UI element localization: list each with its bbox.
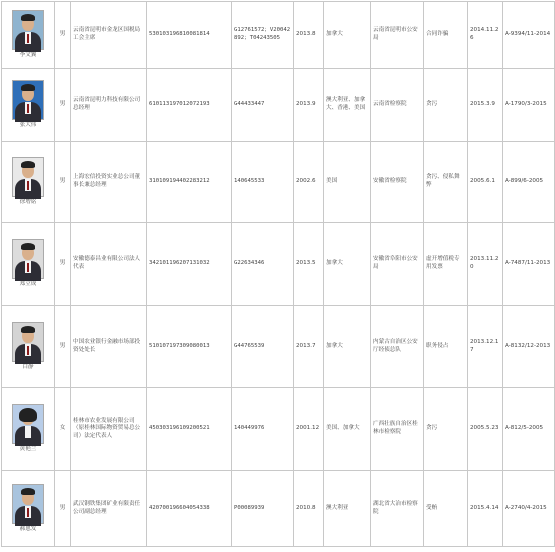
- person-name: 张大伟: [19, 122, 37, 129]
- flee-time-cell: 2001.12: [294, 388, 324, 471]
- crime-cell: 合同诈骗: [424, 2, 468, 69]
- flee-time-cell: 2002.6: [294, 142, 324, 223]
- red-notice-number-cell: A-812/5-2005: [503, 388, 555, 471]
- destination-cell: 加拿大: [324, 2, 371, 69]
- fugitive-table: [1, 1, 555, 547]
- person-name: 李文翼: [19, 52, 37, 59]
- sex-cell: 男: [55, 142, 71, 223]
- crime-cell: 受贿: [424, 471, 468, 547]
- destination-cell: 澳大利亚、加拿大、香港、美国: [324, 69, 371, 142]
- destination-cell: 加拿大: [324, 223, 371, 306]
- notice-date-cell: 2014.11.26: [468, 2, 503, 69]
- sex-cell: 男: [55, 69, 71, 142]
- table-row: [2, 142, 555, 223]
- id-number-cell: 610113197012072193: [147, 69, 232, 142]
- passport-number-cell: G12761572；V20042892；T04243505: [232, 2, 294, 69]
- photo-cell: [2, 223, 55, 306]
- photo-cell: [2, 388, 55, 471]
- portrait-photo: [12, 239, 44, 279]
- sex-cell: 男: [55, 2, 71, 69]
- case-unit-cell: 安徽省检察院: [371, 142, 424, 223]
- sex-cell: 男: [55, 223, 71, 306]
- crime-cell: 职务侵占: [424, 306, 468, 388]
- person-name: 郝恩发: [19, 525, 37, 532]
- case-unit-cell: 湖北省大冶市检察院: [371, 471, 424, 547]
- notice-date-cell: 2005.6.1: [468, 142, 503, 223]
- notice-date-cell: 2005.5.23: [468, 388, 503, 471]
- passport-number-cell: 140449976: [232, 388, 294, 471]
- person-name: 白静: [22, 363, 34, 370]
- red-notice-number-cell: A-1790/3-2015: [503, 69, 555, 142]
- person-name: 黄艳兰: [19, 446, 37, 453]
- photo-cell: [2, 471, 55, 547]
- id-number-cell: 420700196604054338: [147, 471, 232, 547]
- employer-cell: 安徽德泰昌业有限公司法人代表: [71, 223, 147, 306]
- red-notice-number-cell: A-8132/12-2013: [503, 306, 555, 388]
- portrait-photo: [12, 484, 44, 524]
- flee-time-cell: 2013.7: [294, 306, 324, 388]
- employer-cell: 云南省昆明力科技有限公司总经理: [71, 69, 147, 142]
- photo-cell: [2, 2, 55, 69]
- case-unit-cell: 安徽省阜阳市公安局: [371, 223, 424, 306]
- person-name: 郑立成: [19, 281, 37, 288]
- photo-cell: [2, 142, 55, 223]
- flee-time-cell: 2013.5: [294, 223, 324, 306]
- flee-time-cell: 2010.8: [294, 471, 324, 547]
- red-notice-number-cell: A-2740/4-2015: [503, 471, 555, 547]
- portrait-photo: [12, 10, 44, 50]
- person-name: 徐增铭: [19, 199, 37, 206]
- id-number-cell: 450303196109200521: [147, 388, 232, 471]
- portrait-photo: [12, 157, 44, 197]
- portrait-photo: [12, 80, 44, 120]
- flee-time-cell: 2013.9: [294, 69, 324, 142]
- table-row: [2, 69, 555, 142]
- passport-number-cell: 140645533: [232, 142, 294, 223]
- passport-number-cell: G44433447: [232, 69, 294, 142]
- red-notice-number-cell: A-9394/11-2014: [503, 2, 555, 69]
- table-row: [2, 388, 555, 471]
- case-unit-cell: 云南省检察院: [371, 69, 424, 142]
- employer-cell: 云南省昆明市金龙区国税局工会主席: [71, 2, 147, 69]
- destination-cell: 美国、加拿大: [324, 388, 371, 471]
- case-unit-cell: 云南省昆明市公安局: [371, 2, 424, 69]
- notice-date-cell: 2015.4.14: [468, 471, 503, 547]
- sex-cell: 男: [55, 306, 71, 388]
- employer-cell: 武汉钢铁集团矿业有限责任公司副总经理: [71, 471, 147, 547]
- employer-cell: 中国农业银行金融市场部投资处处长: [71, 306, 147, 388]
- table-row: [2, 223, 555, 306]
- red-notice-number-cell: A-899/6-2005: [503, 142, 555, 223]
- crime-cell: 贪污、侵私舞弊: [424, 142, 468, 223]
- portrait-photo: [12, 322, 44, 362]
- sex-cell: 男: [55, 471, 71, 547]
- notice-date-cell: 2013.12.17: [468, 306, 503, 388]
- red-notice-number-cell: A-7487/11-2013: [503, 223, 555, 306]
- case-unit-cell: 广西壮族自治区桂林市检察院: [371, 388, 424, 471]
- table-row: [2, 2, 555, 69]
- crime-cell: 虚开增值税专用发票: [424, 223, 468, 306]
- table-row: [2, 471, 555, 547]
- table-body: [2, 2, 555, 547]
- passport-number-cell: G44765539: [232, 306, 294, 388]
- sex-cell: 女: [55, 388, 71, 471]
- passport-number-cell: G22634346: [232, 223, 294, 306]
- notice-date-cell: 2015.3.9: [468, 69, 503, 142]
- flee-time-cell: 2013.8: [294, 2, 324, 69]
- id-number-cell: 342101196207131032: [147, 223, 232, 306]
- id-number-cell: 510107197309080013: [147, 306, 232, 388]
- case-unit-cell: 内蒙古自治区公安厅经侦总队: [371, 306, 424, 388]
- destination-cell: 澳大利亚: [324, 471, 371, 547]
- id-number-cell: 310109194402283212: [147, 142, 232, 223]
- crime-cell: 贪污: [424, 69, 468, 142]
- destination-cell: 美国: [324, 142, 371, 223]
- employer-cell: 上海宏信投资实业总公司董事长兼总经理: [71, 142, 147, 223]
- photo-cell: [2, 306, 55, 388]
- id-number-cell: 530103196810081814: [147, 2, 232, 69]
- table-row: [2, 306, 555, 388]
- portrait-photo: [12, 404, 44, 444]
- employer-cell: 桂林市农业发展有限公司（原桂林国际物资贸易总公司）法定代表人: [71, 388, 147, 471]
- notice-date-cell: 2013.11.20: [468, 223, 503, 306]
- passport-number-cell: P00089939: [232, 471, 294, 547]
- crime-cell: 贪污: [424, 388, 468, 471]
- photo-cell: [2, 69, 55, 142]
- destination-cell: 加拿大: [324, 306, 371, 388]
